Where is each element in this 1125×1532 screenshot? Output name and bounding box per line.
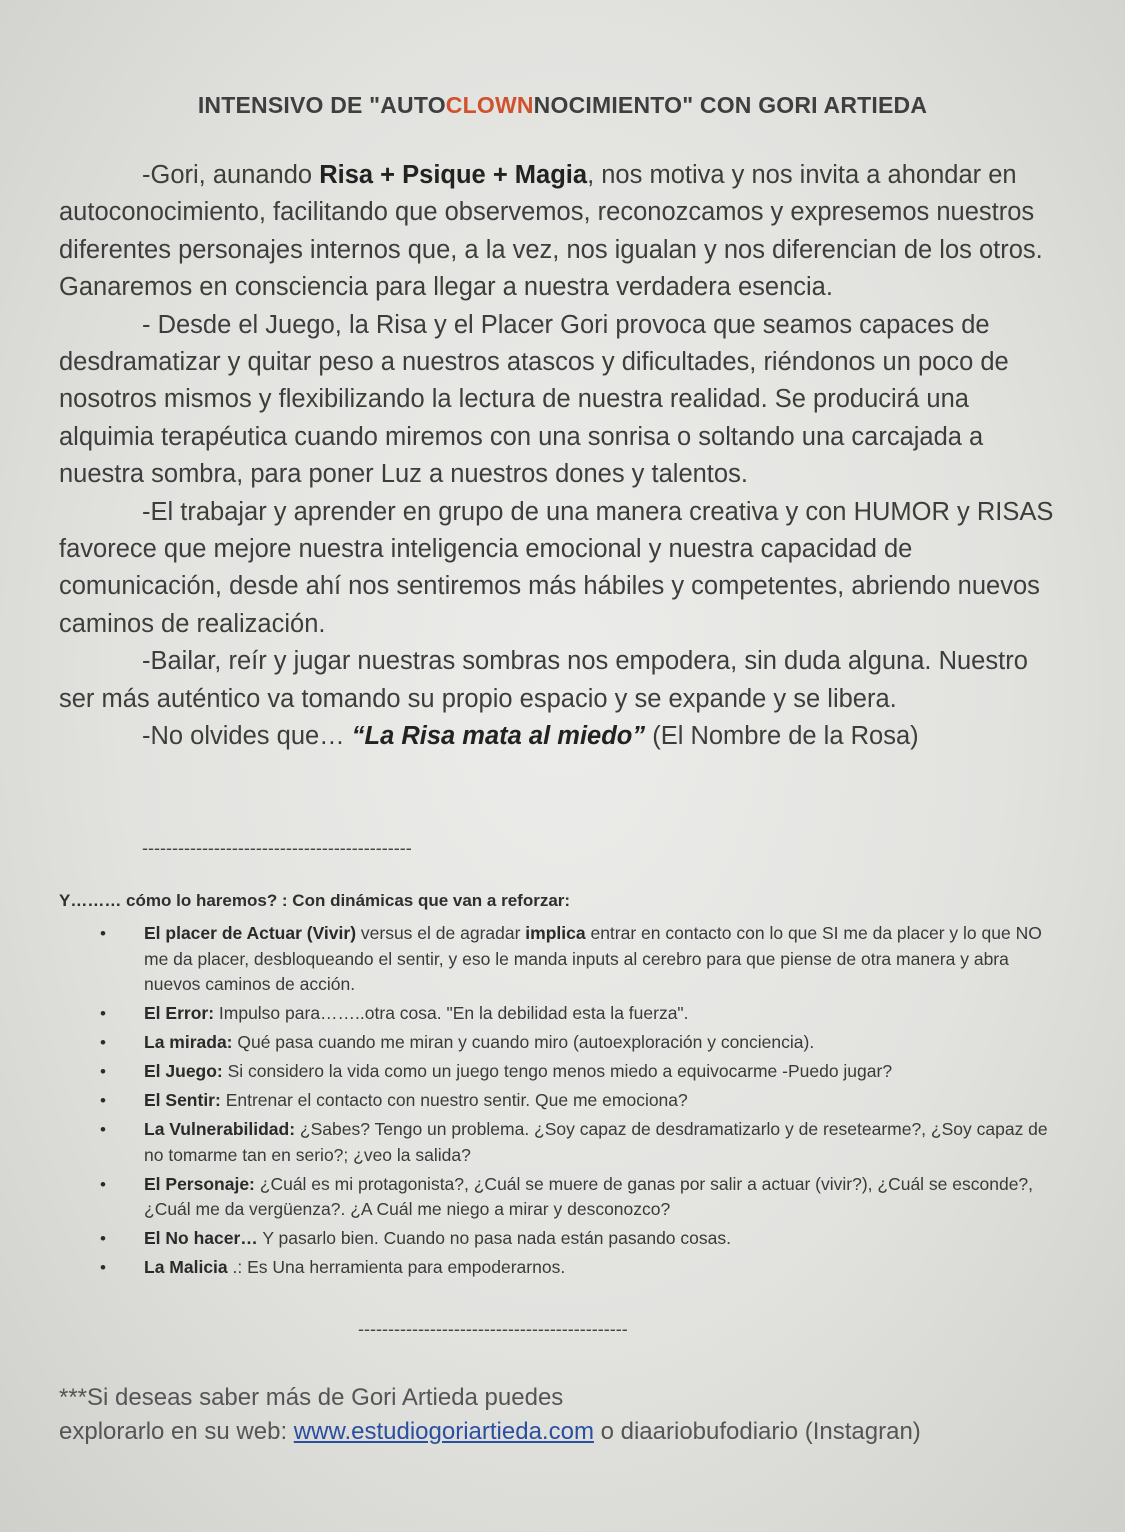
list-item: • El Sentir: Entrenar el contacto con nuestro sentir. Que me emociona? — [100, 1088, 1060, 1114]
footer — [59, 1381, 1099, 1449]
list-item: • La mirada: Qué pasa cuando me miran y cuando miro (autoexploración y conciencia). — [100, 1030, 1060, 1056]
paragraph-3: -El trabajar y aprender en grupo de una manera creativa y con HUMOR y RISAS favorece que mejore nuestra inteligencia emocional y nuestra capacidad de comunicación, desde ahí nos sentiremos más hábiles y competentes, abriendo nuevos caminos de realización. — [59, 497, 1054, 638]
title-highlight: CLOWN — [445, 92, 534, 118]
bullet-icon: • — [100, 1062, 106, 1081]
bullet-icon: • — [100, 1004, 106, 1023]
bullet-icon: • — [100, 1258, 106, 1277]
bullet-icon: • — [100, 1120, 106, 1139]
list-item: • El No hacer… Y pasarlo bien. Cuando no pasa nada están pasando cosas. — [100, 1226, 1060, 1252]
document-title: INTENSIVO DE "AUTOCLOWNNOCIMIENTO" CON GORI ARTIEDA — [197, 92, 928, 118]
bullet-icon: • — [100, 1091, 106, 1110]
list-item: • El Error: Impulso para……..otra cosa. "En la debilidad esta la fuerza". — [100, 1001, 1060, 1027]
website-link[interactable]: www.estudiogoriartieda.com — [293, 1418, 594, 1445]
list-item: • La Malicia .: Es Una herramienta para empoderarnos. — [100, 1255, 1060, 1281]
divider: --------------------------------------------- — [358, 1319, 628, 1339]
bullet-icon: • — [100, 1174, 106, 1194]
body-text — [59, 157, 1059, 756]
list-heading: Y……… cómo lo haremos? : Con dinámicas que van a reforzar: — [59, 891, 571, 910]
list-item: • El placer de Actuar (Vivir) versus el de agradar implica entrar en contacto con lo que SI me da placer y lo que NO me da placer, desbloqueando el sentir, y eso le manda inputs al cerebro para que piense de otra manera y abra nuevos caminos de acción. — [100, 923, 1042, 994]
list-item: • El Juego: Si considero la vida como un juego tengo menos miedo a equivocarme -Puedo jugar? — [100, 1059, 1060, 1085]
paragraph-2: - Desde el Juego, la Risa y el Placer Gori provoca que seamos capaces de desdramatizar y quitar peso a nuestros atascos y dificultades, riéndonos un poco de nosotros mismos y flexibilizando la lectura de nuestra realidad. Se producirá una alquimia terapéutica cuando miremos con una sonrisa o soltando una carcajada a nuestra sombra, para poner Luz a nuestros dones y talentos. — [59, 310, 1009, 489]
footer-line-1: ***Si deseas saber más de Gori Artieda puedes — [59, 1384, 564, 1411]
bullet-icon: • — [100, 1229, 106, 1248]
dynamics-list — [100, 921, 1060, 1284]
list-item: • El Personaje: ¿Cuál es mi protagonista?, ¿Cuál se muere de ganas por salir a actuar (vivir?), ¿Cuál se esconde?, ¿Cuál me da vergüenza?. ¿A Cuál me niego a mirar y desconozco? — [100, 1173, 1034, 1219]
paragraph-5: -No olvides que… “La Risa mata al miedo” (El Nombre de la Rosa) — [142, 722, 919, 751]
quote: “La Risa mata al miedo” — [351, 722, 646, 751]
list-item: • La Vulnerabilidad: ¿Sabes? Tengo un problema. ¿Soy capaz de desdramatizarlo y de resetearme?, ¿Soy capaz de no tomarme tan en serio?; ¿veo la salida? — [100, 1119, 1048, 1165]
footer-line-2: explorarlo en su web: www.estudiogoriartieda.com o diaariobufodiario (Instagran) — [59, 1418, 921, 1445]
bullet-icon: • — [100, 924, 106, 943]
paragraph-1: -Gori, aunando Risa + Psique + Magia, nos motiva y nos invita a ahondar en autoconocimiento, facilitando que observemos, reconozcamos y expresemos nuestros diferentes personajes internos que, a la vez, nos igualan y nos diferencian de los otros. Ganaremos en consciencia para llegar a nuestra verdadera esencia. — [59, 161, 1043, 302]
bullet-icon: • — [100, 1033, 106, 1052]
divider: --------------------------------------------- — [142, 838, 412, 858]
paragraph-4: -Bailar, reír y jugar nuestras sombras nos empodera, sin duda alguna. Nuestro ser más auténtico va tomando su propio espacio y se expande y se libera. — [59, 647, 1028, 713]
